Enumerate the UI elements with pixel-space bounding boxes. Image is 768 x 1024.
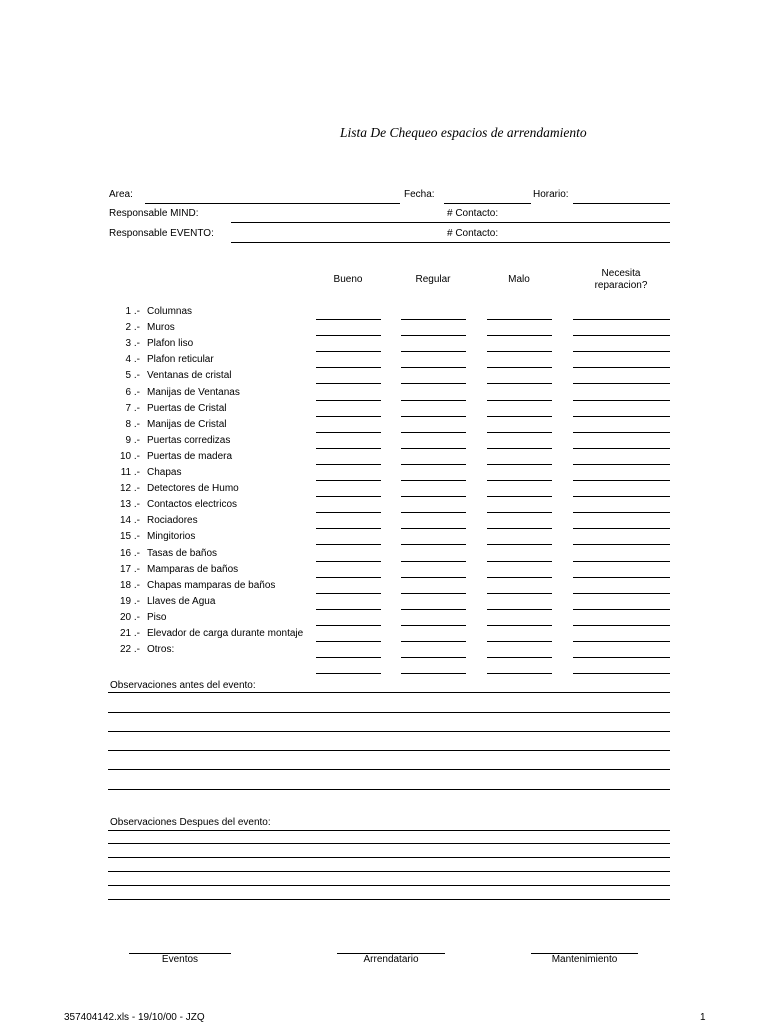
check-line-bueno[interactable] (316, 351, 381, 352)
check-line-malo[interactable] (487, 577, 552, 578)
item-number: 14 .- (119, 515, 140, 527)
item-number: 2 .- (125, 322, 140, 334)
check-line-necesita-reparacion[interactable] (573, 335, 670, 336)
check-line-malo[interactable] (487, 657, 552, 658)
item-number: 11 .- (120, 467, 140, 478)
check-line-bueno[interactable] (316, 657, 381, 658)
item-number: 21 .- (119, 628, 140, 639)
check-line-malo[interactable] (487, 609, 552, 610)
check-line-bueno[interactable] (316, 319, 381, 320)
observaciones-antes-line[interactable] (108, 692, 670, 693)
check-line-necesita-reparacion[interactable] (573, 657, 670, 658)
check-line-bueno[interactable] (316, 464, 381, 465)
check-line-regular[interactable] (401, 673, 466, 674)
observaciones-antes-label: Observaciones antes del evento: (110, 680, 256, 691)
area-label: Area: (109, 189, 133, 200)
item-number: 3 .- (125, 338, 140, 350)
fecha-label: Fecha: (404, 189, 435, 200)
check-line-regular[interactable] (401, 528, 466, 529)
check-line-necesita-reparacion[interactable] (573, 496, 670, 497)
check-line-regular[interactable] (401, 609, 466, 610)
item-number: 10 .- (119, 450, 140, 462)
observaciones-antes-line[interactable] (108, 731, 670, 732)
item-label: Manijas de Ventanas (147, 386, 240, 398)
observaciones-despues-line[interactable] (108, 899, 670, 900)
check-line-necesita-reparacion[interactable] (573, 480, 670, 481)
check-line-necesita-reparacion[interactable] (573, 561, 670, 562)
item-label: Piso (147, 611, 167, 623)
item-label: Llaves de Agua (147, 595, 216, 607)
column-header-regular: Regular (415, 274, 451, 285)
fecha-field[interactable] (444, 203, 531, 204)
check-line-bueno[interactable] (316, 383, 381, 384)
page-title: Lista De Chequeo espacios de arrendamiento (340, 125, 587, 140)
item-label: Manijas de Cristal (147, 418, 227, 430)
item-label: Muros (147, 322, 175, 334)
item-number: 20 .- (119, 611, 140, 623)
item-label: Tasas de baños (147, 547, 218, 559)
check-line-malo[interactable] (487, 561, 552, 562)
item-label: Elevador de carga durante montaje (147, 628, 304, 639)
check-line-necesita-reparacion[interactable] (573, 464, 670, 465)
item-label: Chapas (147, 467, 182, 478)
item-number: 15 .- (119, 531, 140, 543)
check-line-necesita-reparacion[interactable] (573, 383, 670, 384)
item-label: Mingitorios (147, 531, 196, 543)
item-number: 12 .- (119, 483, 140, 495)
observaciones-antes-line[interactable] (108, 789, 670, 790)
item-label: Chapas mamparas de baños (147, 579, 276, 591)
check-line-malo[interactable] (487, 319, 552, 320)
item-number: 17 .- (119, 563, 140, 575)
check-line-malo[interactable] (487, 448, 552, 449)
item-label: Plafon reticular (147, 354, 214, 366)
check-line-necesita-reparacion[interactable] (573, 400, 670, 401)
check-line-necesita-reparacion[interactable] (573, 673, 670, 674)
footer-page-number: 1 (700, 1012, 706, 1023)
item-number: 5 .- (125, 370, 140, 382)
column-header-bueno: Bueno (333, 274, 363, 285)
check-line-regular[interactable] (401, 335, 466, 336)
check-line-regular[interactable] (401, 480, 466, 481)
check-line-necesita-reparacion[interactable] (573, 609, 670, 610)
area-field[interactable] (145, 203, 400, 204)
responsable-evento-field[interactable] (231, 242, 670, 243)
item-label: Puertas de Cristal (147, 402, 227, 414)
item-label: Plafon liso (147, 338, 194, 350)
check-line-regular[interactable] (401, 400, 466, 401)
check-line-malo[interactable] (487, 367, 552, 368)
item-label: Columnas (147, 306, 193, 317)
signature-label-arrendatario: Arrendatario (363, 954, 419, 965)
check-line-regular[interactable] (401, 448, 466, 449)
responsable-evento-label: Responsable EVENTO: (109, 228, 214, 239)
item-label: Puertas corredizas (147, 434, 231, 446)
check-line-necesita-reparacion[interactable] (573, 641, 670, 642)
signature-label-mantenimiento: Mantenimiento (551, 954, 618, 965)
check-line-malo[interactable] (487, 496, 552, 497)
check-line-bueno[interactable] (316, 400, 381, 401)
check-line-bueno[interactable] (316, 641, 381, 642)
check-line-regular[interactable] (401, 367, 466, 368)
item-number: 1 .- (125, 306, 140, 317)
horario-field[interactable] (573, 203, 670, 204)
responsable-mind-field[interactable] (231, 222, 670, 223)
check-line-malo[interactable] (487, 464, 552, 465)
check-line-regular[interactable] (401, 383, 466, 384)
check-line-bueno[interactable] (316, 561, 381, 562)
check-line-bueno[interactable] (316, 528, 381, 529)
check-line-bueno[interactable] (316, 512, 381, 513)
check-line-bueno[interactable] (316, 448, 381, 449)
check-line-necesita-reparacion[interactable] (573, 593, 670, 594)
item-number: 4 .- (125, 354, 140, 366)
check-line-bueno[interactable] (316, 367, 381, 368)
check-line-regular[interactable] (401, 512, 466, 513)
check-line-regular[interactable] (401, 496, 466, 497)
item-label: Puertas de madera (147, 450, 233, 462)
horario-label: Horario: (533, 189, 569, 200)
check-line-malo[interactable] (487, 641, 552, 642)
check-line-necesita-reparacion[interactable] (573, 512, 670, 513)
check-line-malo[interactable] (487, 432, 552, 433)
check-line-bueno[interactable] (316, 625, 381, 626)
check-line-regular[interactable] (401, 416, 466, 417)
check-line-malo[interactable] (487, 351, 552, 352)
check-line-necesita-reparacion[interactable] (573, 351, 670, 352)
check-line-malo[interactable] (487, 400, 552, 401)
item-number: 18 .- (119, 579, 140, 591)
check-line-necesita-reparacion[interactable] (573, 432, 670, 433)
check-line-bueno[interactable] (316, 480, 381, 481)
check-line-bueno[interactable] (316, 335, 381, 336)
item-number: 13 .- (119, 499, 140, 511)
check-line-necesita-reparacion[interactable] (573, 448, 670, 449)
observaciones-antes-line[interactable] (108, 769, 670, 770)
check-line-necesita-reparacion[interactable] (573, 577, 670, 578)
check-line-bueno[interactable] (316, 496, 381, 497)
item-number: 6 .- (125, 386, 140, 398)
observaciones-despues-line[interactable] (108, 830, 670, 831)
item-label: Rociadores (147, 515, 198, 527)
observaciones-despues-line[interactable] (108, 871, 670, 872)
check-line-regular[interactable] (401, 544, 466, 545)
observaciones-despues-line[interactable] (108, 885, 670, 886)
check-line-necesita-reparacion[interactable] (573, 528, 670, 529)
signature-label-eventos: Eventos (161, 954, 199, 965)
check-line-malo[interactable] (487, 335, 552, 336)
check-line-malo[interactable] (487, 512, 552, 513)
check-line-bueno[interactable] (316, 673, 381, 674)
item-number: 22 .- (119, 644, 140, 656)
item-label: Detectores de Humo (147, 483, 239, 495)
check-line-regular[interactable] (401, 657, 466, 658)
check-line-regular[interactable] (401, 625, 466, 626)
item-label: Ventanas de cristal (147, 370, 232, 382)
check-line-bueno[interactable] (316, 593, 381, 594)
footer-file-info: 357404142.xls - 19/10/00 - JZQ (64, 1012, 205, 1023)
item-number: 9 .- (125, 434, 140, 446)
responsable-mind-label: Responsable MIND: (109, 208, 199, 219)
item-number: 7 .- (125, 402, 140, 414)
observaciones-antes-line[interactable] (108, 750, 670, 751)
check-line-necesita-reparacion[interactable] (573, 416, 670, 417)
observaciones-antes-line[interactable] (108, 712, 670, 713)
check-line-regular[interactable] (401, 432, 466, 433)
item-number: 19 .- (119, 595, 140, 607)
check-line-malo[interactable] (487, 416, 552, 417)
observaciones-despues-line[interactable] (108, 857, 670, 858)
item-label: Contactos electricos (147, 499, 238, 511)
check-line-regular[interactable] (401, 464, 466, 465)
check-line-necesita-reparacion[interactable] (573, 544, 670, 545)
item-label: Otros: (147, 644, 175, 656)
check-line-regular[interactable] (401, 641, 466, 642)
check-line-necesita-reparacion[interactable] (573, 625, 670, 626)
check-line-malo[interactable] (487, 593, 552, 594)
check-line-malo[interactable] (487, 673, 552, 674)
observaciones-despues-line[interactable] (108, 843, 670, 844)
check-line-malo[interactable] (487, 625, 552, 626)
check-line-bueno[interactable] (316, 432, 381, 433)
check-line-bueno[interactable] (316, 416, 381, 417)
check-line-malo[interactable] (487, 480, 552, 481)
contacto-evento-label: # Contacto: (447, 228, 499, 239)
check-line-bueno[interactable] (316, 609, 381, 610)
column-header-malo: Malo (508, 274, 530, 285)
check-line-malo[interactable] (487, 544, 552, 545)
check-line-bueno[interactable] (316, 577, 381, 578)
check-line-malo[interactable] (487, 528, 552, 529)
check-line-regular[interactable] (401, 561, 466, 562)
check-line-malo[interactable] (487, 383, 552, 384)
check-line-necesita-reparacion[interactable] (573, 319, 670, 320)
item-number: 8 .- (125, 418, 140, 430)
observaciones-despues-label: Observaciones Despues del evento: (110, 817, 271, 828)
check-line-regular[interactable] (401, 593, 466, 594)
check-line-necesita-reparacion[interactable] (573, 367, 670, 368)
check-line-regular[interactable] (401, 319, 466, 320)
check-line-regular[interactable] (401, 577, 466, 578)
check-line-regular[interactable] (401, 351, 466, 352)
item-number: 16 .- (119, 547, 140, 559)
check-line-bueno[interactable] (316, 544, 381, 545)
item-label: Mamparas de baños (147, 563, 239, 575)
contacto-mind-label: # Contacto: (447, 208, 499, 219)
column-header-necesita-reparacion: Necesita reparacion? (594, 268, 648, 291)
